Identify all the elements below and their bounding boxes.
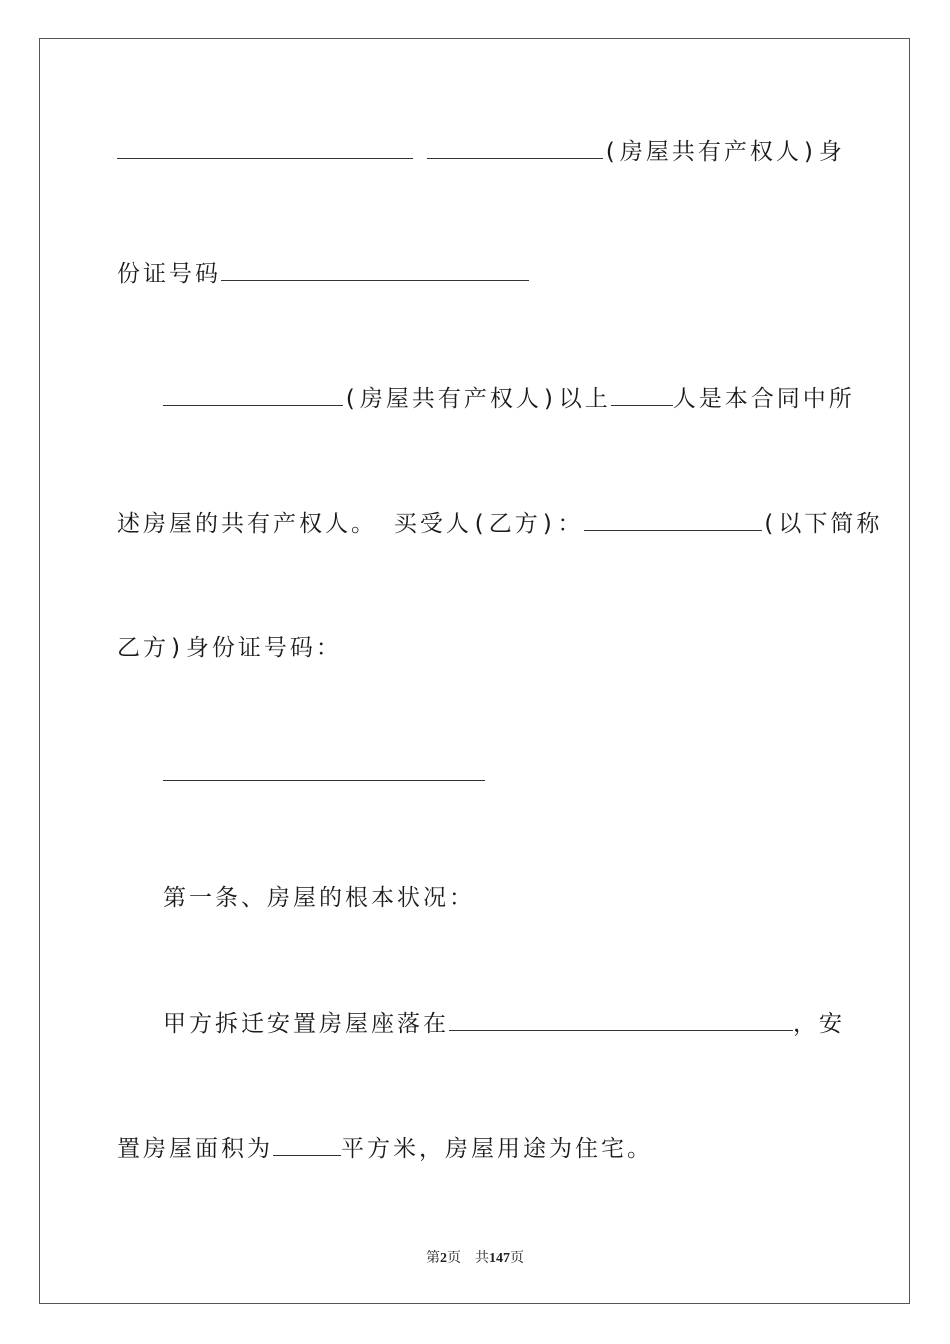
page-frame <box>39 38 910 1304</box>
blank-field-buyer-id[interactable] <box>163 758 485 781</box>
section-1-title: 第一条、房屋的根本状况： <box>163 885 475 911</box>
blank-field-location[interactable] <box>449 1008 793 1031</box>
page-suffix: 页 <box>510 1251 524 1266</box>
text-line-4 <box>117 508 883 539</box>
page-current: 2 <box>440 1251 447 1266</box>
text-line-6 <box>163 758 833 789</box>
text-line-3 <box>163 383 855 414</box>
page-prefix: 第 <box>426 1251 440 1266</box>
text-line-5 <box>117 633 833 663</box>
buyer-id-label: 乙方)身份证号码： <box>117 635 342 661</box>
text-line-8 <box>163 1008 845 1039</box>
blank-field-owner-1[interactable] <box>117 136 413 159</box>
blank-field-area[interactable] <box>273 1133 341 1156</box>
page-footer <box>0 1247 950 1267</box>
page-total: 147 <box>489 1251 510 1266</box>
blank-field-co-owner-2[interactable] <box>163 383 343 406</box>
section-heading-1 <box>163 883 833 913</box>
location-label: 甲方拆迁安置房屋座落在 <box>163 1011 449 1037</box>
area-suffix: 平方米，房屋用途为住宅。 <box>341 1136 653 1162</box>
text-line-1 <box>117 136 845 167</box>
page-mid: 页 共 <box>447 1251 489 1266</box>
text-line-9 <box>117 1133 833 1164</box>
blank-field-owner-count[interactable] <box>611 383 673 406</box>
text-line-2 <box>117 258 833 289</box>
blank-field-id-number[interactable] <box>221 258 529 281</box>
buyer-label: 述房屋的共有产权人。 买受人(乙方)： <box>117 511 584 537</box>
location-suffix: ，安 <box>793 1011 845 1037</box>
co-owner-label-1: (房屋共有产权人)身 <box>603 139 845 165</box>
co-owner-label-2: (房屋共有产权人)以上 <box>343 386 611 412</box>
buyer-abbr-text: (以下简称 <box>761 511 883 537</box>
blank-field-buyer-name[interactable] <box>584 508 762 531</box>
id-number-label: 份证号码 <box>117 261 221 287</box>
area-label: 置房屋面积为 <box>117 1136 273 1162</box>
owner-count-text: 人是本合同中所 <box>672 386 855 412</box>
blank-field-co-owner-1[interactable] <box>427 136 603 159</box>
